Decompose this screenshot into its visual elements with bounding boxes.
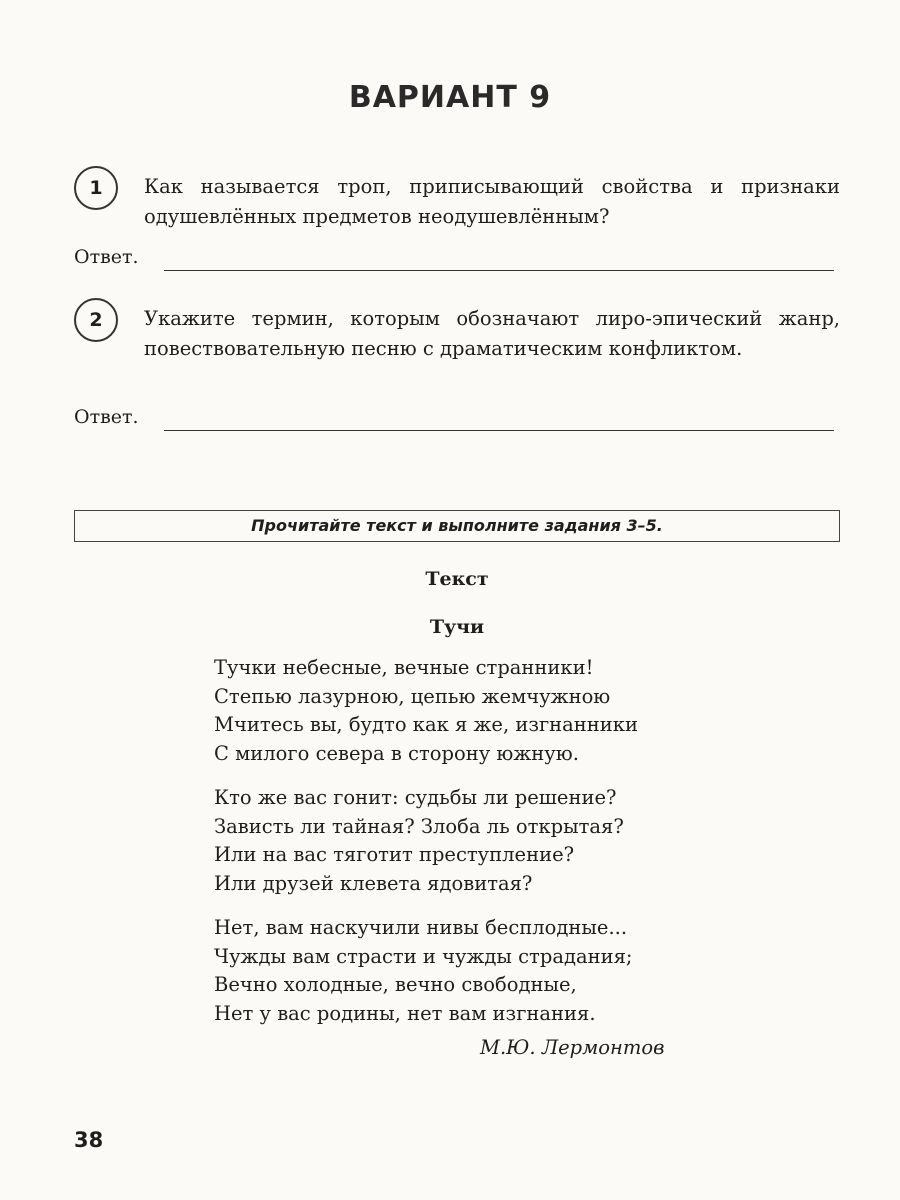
task-question: Как называется троп, приписывающий свойства и признаки одушевлённых предметов неодушевлённым? <box>144 175 840 228</box>
task-question: Укажите термин, которым обозначают лиро-эпический жанр, повествовательную песню с драматическим конфликтом. <box>144 307 840 360</box>
poem-stanza <box>214 654 714 768</box>
poem-stanza <box>214 914 714 1028</box>
poem-line: Тучки небесные, вечные странники! <box>214 656 594 679</box>
poem-line: Чужды вам страсти и чужды страдания; <box>214 944 633 968</box>
poem-line: Мчитесь вы, будто как я же, изгнанники <box>214 713 638 736</box>
text-heading: Текст <box>425 568 489 590</box>
task-number-badge: 2 <box>74 298 118 342</box>
poem-line: Зависть ли тайная? Злоба ль открытая? <box>214 814 624 838</box>
task-1 <box>74 166 840 236</box>
poem-line: Нет, вам наскучили нивы бесплодные... <box>214 916 628 939</box>
poem-line: С милого севера в сторону южную. <box>214 741 579 765</box>
poem-line: Вечно холодные, вечно свободные, <box>214 973 577 996</box>
poem-body <box>214 654 714 1044</box>
answer-label: Ответ. <box>74 246 139 268</box>
poem-line: Степью лазурною, цепью жемчужною <box>214 684 611 708</box>
poem-title: Тучи <box>429 616 485 638</box>
task-number-badge: 1 <box>74 166 118 210</box>
poem-line: Кто же вас гонит: судьбы ли решение? <box>214 786 617 809</box>
answer-label: Ответ. <box>74 406 139 428</box>
page-title: ВАРИАНТ 9 <box>348 80 552 115</box>
poem-line: Нет у вас родины, нет вам изгнания. <box>214 1001 596 1025</box>
poem-line: Или друзей клевета ядовитая? <box>214 871 533 895</box>
instruction-box: Прочитайте текст и выполните задания 3–5. <box>74 510 840 542</box>
poem-author: М.Ю. Лермонтов <box>480 1036 665 1059</box>
answer-line[interactable] <box>164 270 834 271</box>
task-2 <box>74 298 840 394</box>
answer-row-2 <box>74 406 834 436</box>
answer-line[interactable] <box>164 430 834 431</box>
poem-line: Или на вас тяготит преступление? <box>214 843 575 866</box>
answer-row-1 <box>74 246 834 276</box>
poem-stanza <box>214 784 714 898</box>
page-number: 38 <box>74 1128 104 1152</box>
